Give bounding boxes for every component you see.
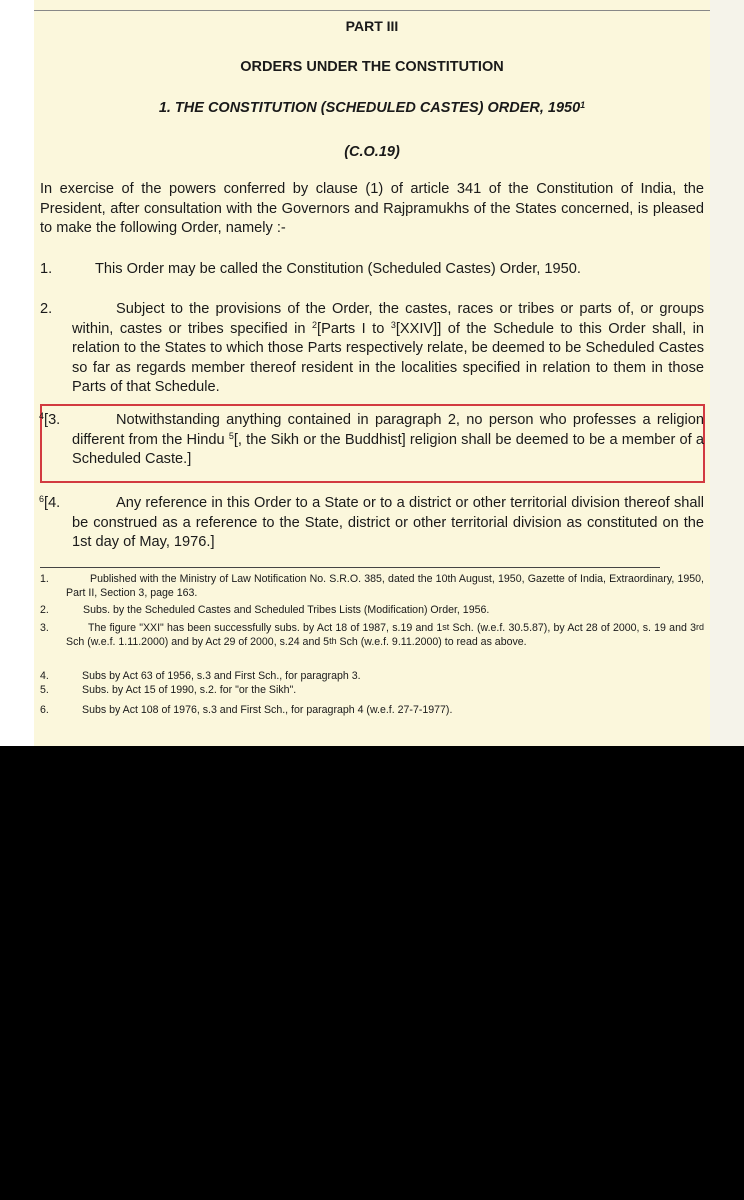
- paragraph-3-text-a: Notwithstanding anything contained in paragraph 2, no person who professes a religion different from the Hindu: [72, 412, 704, 448]
- page-margin-left: [0, 0, 34, 746]
- paragraph-4-number: [39, 494, 60, 514]
- footnote-text: Subs. by the Scheduled Castes and Scheduled Tribes Lists (Modification) Order, 1956.: [83, 604, 490, 616]
- paragraph-4-text: Any reference in this Order to a State or to a district or other territorial division thereof shall be construed as a reference to the State, district or other territorial division as constituted on the 1st day of May, 1976.]: [72, 495, 704, 551]
- footnote-text: Subs. by Act 15 of 1990, s.2. for "or the Sikh".: [82, 684, 297, 696]
- footnote-ref: 4: [39, 411, 45, 421]
- footnote-number: 5.: [40, 684, 49, 696]
- superscript: st: [442, 622, 450, 632]
- footnote-1: [40, 573, 704, 600]
- footnote-ref: 1: [580, 100, 586, 110]
- footnote-4: [40, 670, 704, 684]
- order-title: [34, 100, 710, 116]
- paragraph-1-number: 1.: [40, 261, 53, 277]
- order-title-text: 1. THE CONSTITUTION (SCHEDULED CASTES) ORDER, 1950: [158, 100, 581, 116]
- footnote-ref: 2: [312, 319, 318, 330]
- paragraph-2: [40, 300, 704, 398]
- footnote-5: [40, 684, 704, 698]
- footnote-number: 1.: [40, 573, 49, 585]
- page-content: [34, 0, 710, 746]
- footnote-text-b: Sch. (w.e.f. 30.5.87), by Act 28 of 2000, s. 19 and 3: [449, 622, 696, 634]
- footnote-rule: [40, 567, 660, 568]
- footnote-3: [40, 622, 704, 649]
- order-number: (C.O.19): [344, 144, 400, 160]
- superscript: rd: [695, 622, 704, 632]
- superscript: th: [329, 635, 337, 646]
- footnote-2: [40, 604, 704, 618]
- paragraph-3-num-text: [3.: [44, 412, 61, 428]
- footnote-ref: 3: [390, 319, 396, 330]
- footnote-number: 4.: [40, 670, 49, 682]
- footnote-text: Subs by Act 63 of 1956, s.3 and First Sch., for paragraph 3.: [82, 670, 361, 682]
- paragraph-4: [39, 494, 704, 553]
- footnote-ref: 5: [228, 430, 234, 441]
- section-heading: ORDERS UNDER THE CONSTITUTION: [240, 59, 504, 75]
- paragraph-2-text-c: [XXIV]] of the Schedule to this Order shall, in relation to the States to which those Parts respectively relate, be deemed to be Scheduled Castes so far as regards member thereof resident in the localities specified in relation to them in those Parts of that Schedule.: [72, 320, 704, 396]
- top-rule: [34, 10, 710, 11]
- paragraph-2-text-b: [Parts I to: [317, 320, 391, 337]
- footnote-number: 3.: [40, 622, 49, 634]
- paragraph-4-num-text: [4.: [44, 495, 61, 511]
- paragraph-2-number: 2.: [40, 301, 53, 317]
- paragraph-1-text: This Order may be called the Constitution (Scheduled Castes) Order, 1950.: [95, 261, 581, 277]
- footnote-number: 6.: [40, 704, 49, 716]
- footnote-text-c: Sch (w.e.f. 1.11.2000) and by Act 29 of 2000, s.24 and 5: [66, 635, 330, 648]
- page-margin-right: [710, 0, 744, 746]
- footnote-text-a: The figure "XXI" has been successfully subs. by Act 18 of 1987, s.19 and 1: [88, 622, 443, 634]
- footnote-ref: 6: [39, 494, 45, 504]
- footnote-6: [40, 704, 704, 718]
- footnote-text-d: Sch (w.e.f. 9.11.2000) to read as above.: [336, 635, 527, 648]
- paragraph-2-text-a: Subject to the provisions of the Order, the castes, races or tribes or parts of, or groups within, castes or tribes specified in: [72, 301, 704, 337]
- paragraph-3-number: [39, 411, 60, 431]
- footnote-text: Subs by Act 108 of 1976, s.3 and First Sch., for paragraph 4 (w.e.f. 27-7-1977).: [82, 704, 453, 716]
- intro-paragraph: In exercise of the powers conferred by clause (1) of article 341 of the Constitution of India, the President, after consultation with the Governors and Rajpramukhs of the States concerned, is pleased to make the following Order, namely :-: [40, 181, 704, 237]
- footnote-number: 2.: [40, 604, 49, 616]
- part-heading: PART III: [345, 18, 399, 34]
- paragraph-3-text-b: [, the Sikh or the Buddhist] religion shall be deemed to be a member of a Scheduled Caste.]: [72, 431, 704, 468]
- blank-area: [0, 746, 744, 1200]
- footnote-text: Published with the Ministry of Law Notification No. S.R.O. 385, dated the 10th August, 1950, Gazette of India, Extraordinary, 1950, Part II, Section 3, page 163.: [66, 573, 704, 599]
- paragraph-3: [39, 411, 704, 470]
